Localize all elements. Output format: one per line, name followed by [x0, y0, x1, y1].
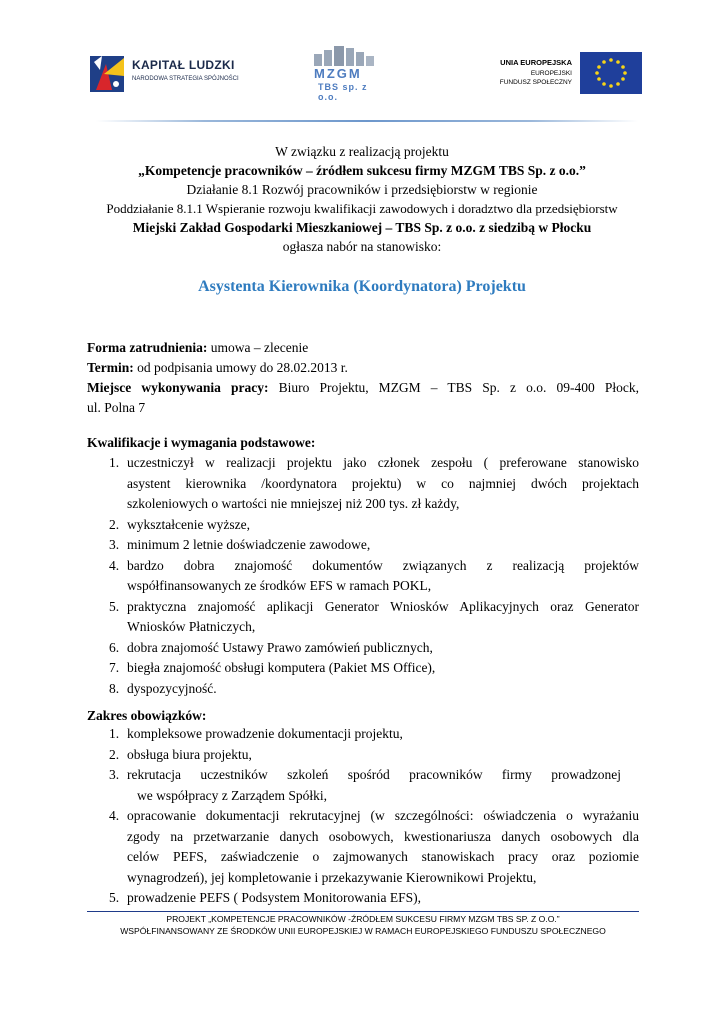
qualifications-heading: Kwalifikacje i wymagania podstawowe: [87, 435, 316, 450]
eu-flag-icon [580, 52, 642, 94]
item-number: 1. [109, 726, 120, 741]
list-item [87, 724, 639, 745]
list-item [87, 888, 639, 909]
item-number: 5. [109, 890, 120, 905]
item-text: uczestniczył w realizacji projektu jako członek zespołu ( preferowane stanowisko [127, 455, 639, 470]
item-text: praktyczna znajomość aplikacji Generator Wniosków Aplikacyjnych oraz Generator [127, 598, 639, 614]
eu-line1: UNIA EUROPEJSKA [500, 58, 572, 67]
item-number: 4. [109, 808, 120, 823]
kapital-ludzki-logo [88, 46, 238, 106]
list-item [87, 679, 639, 700]
item-number: 8. [109, 680, 120, 696]
item-text: we współpracy z Zarządem Spółki, [137, 787, 328, 803]
term [87, 358, 639, 378]
employment-form-label: Forma zatrudnienia: [87, 340, 208, 355]
mzgm-buildings-icon [312, 44, 382, 66]
details-section [87, 338, 639, 418]
item-number: 3. [109, 767, 120, 782]
item-text: biegła znajomość obsługi komputera (Pakiet MS Office), [127, 660, 436, 675]
kapital-ludzki-subtitle: NARODOWA STRATEGIA SPÓJNOŚCI [132, 76, 239, 82]
item-text: celów PEFS, zaświadczenie o zajmowanych stanowiskach pracy oraz poziomie [127, 849, 639, 864]
item-text: rekrutacja uczestników szkoleń spośród pracowników firmy prowadzonej [127, 767, 621, 782]
intro-subaction: Poddziałanie 8.1.1 Wspieranie rozwoju kwalifikacji zawodowych i doradztwo dla przedsiębiorstw [106, 201, 618, 216]
footer-divider [87, 911, 639, 912]
mzgm-tbs-logo [308, 44, 390, 100]
list-item [87, 597, 639, 638]
mzgm-tbs: TBS sp. z o.o. [318, 82, 368, 102]
term-label: Termin: [87, 360, 134, 375]
intro-line1: W związku z realizacją projektu [275, 144, 449, 159]
item-text: bardzo dobra znajomość dokumentów związanych z realizacją projektów [127, 557, 639, 573]
eu-line3: FUNDUSZ SPOŁECZNY [499, 79, 572, 86]
company-name: Miejski Zakład Gospodarki Mieszkaniowej – TBS Sp. z o.o. z siedzibą w Płocku [132, 220, 592, 235]
kapital-ludzki-title: KAPITAŁ LUDZKI [132, 58, 235, 72]
item-number: 5. [109, 598, 120, 614]
list-item [87, 806, 639, 888]
project-name: „Kompetencje pracowników – źródłem sukcesu firmy MZGM TBS Sp. z o.o.” [138, 163, 586, 178]
item-text: asystent kierownika /koordynatora projektu) w co najmniej dwóch projektach [127, 475, 639, 491]
item-text: dobra znajomość Ustawy Prawo zamówień publicznych, [127, 639, 433, 655]
list-item [87, 745, 639, 766]
item-text: Wniosków Płatniczych, [127, 619, 256, 634]
intro-action: Działanie 8.1 Rozwój pracowników i przedsiębiorstw w regionie [186, 182, 538, 197]
mzgm-name: MZGM [314, 66, 362, 81]
item-number: 2. [109, 746, 120, 762]
item-text: opracowanie dokumentacji rekrutacyjnej (w szczególności: oświadczenia o wyrażaniu [127, 808, 639, 823]
item-text: obsługa biura projektu, [127, 746, 252, 762]
item-text: kompleksowe prowadzenie dokumentacji projektu, [127, 726, 403, 741]
employment-form [87, 338, 639, 358]
list-item [87, 658, 639, 679]
intro-announcement: ogłasza nabór na stanowisko: [282, 239, 442, 254]
kapital-ludzki-emblem-icon [88, 50, 128, 98]
workplace-value: Biuro Projektu, MZGM – TBS Sp. z o.o. 09-400 Płock, [268, 380, 640, 395]
item-text: wynagrodzeń), jej kompletowanie i przekazywanie Kierownikowi Projektu, [127, 869, 537, 885]
term-value: od podpisania umowy do 28.02.2013 r. [133, 360, 348, 375]
item-text: zgody na przetwarzanie danych osobowych, kwestionariusza danych osobowych dla [127, 828, 639, 844]
list-item [87, 453, 639, 515]
eu-line2: EUROPEJSKI [530, 70, 572, 77]
item-text: współfinansowanych ze środków EFS w ramach POKL, [127, 578, 432, 593]
list-item [87, 638, 639, 659]
workplace-label: Miejsce wykonywania pracy: [87, 380, 269, 395]
duties-list [87, 724, 639, 909]
job-title: Asystenta Kierownika (Koordynatora) Projektu [198, 278, 526, 295]
workplace-street: ul. Polna 7 [87, 400, 146, 415]
list-item [87, 515, 639, 536]
item-number: 3. [109, 537, 120, 552]
item-text: wykształcenie wyższe, [127, 516, 250, 532]
eu-logo [482, 52, 642, 96]
footer-line1: PROJEKT „KOMPETENCJE PRACOWNIKÓW -ŹRÓDŁEM SUKCESU FIRMY MZGM TBS SP. Z O.O.” [166, 914, 560, 924]
duties-heading: Zakres obowiązków: [87, 708, 207, 723]
item-text: prowadzenie PEFS ( Podsystem Monitorowania EFS), [127, 890, 421, 905]
item-number: 7. [109, 660, 120, 675]
workplace [87, 378, 639, 398]
header-divider [96, 120, 638, 122]
item-number: 4. [109, 557, 120, 573]
item-number: 1. [109, 455, 120, 470]
employment-form-value: umowa – zlecenie [207, 340, 309, 355]
qualifications-list [87, 453, 639, 699]
item-text: minimum 2 letnie doświadczenie zawodowe, [127, 537, 371, 552]
list-item [87, 535, 639, 556]
list-item [87, 556, 639, 597]
list-item [87, 765, 639, 806]
item-text: szkoleniowych o wartości nie mniejszej niż 200 tys. zł każdy, [127, 496, 460, 511]
item-text: dyspozycyjność. [127, 680, 217, 696]
item-number: 6. [109, 639, 120, 655]
item-number: 2. [109, 516, 120, 532]
footer-line2: WSPÓŁFINANSOWANY ZE ŚRODKÓW UNII EUROPEJSKIEJ W RAMACH EUROPEJSKIEGO FUNDUSZU SPOŁECZNEGO [120, 926, 606, 936]
